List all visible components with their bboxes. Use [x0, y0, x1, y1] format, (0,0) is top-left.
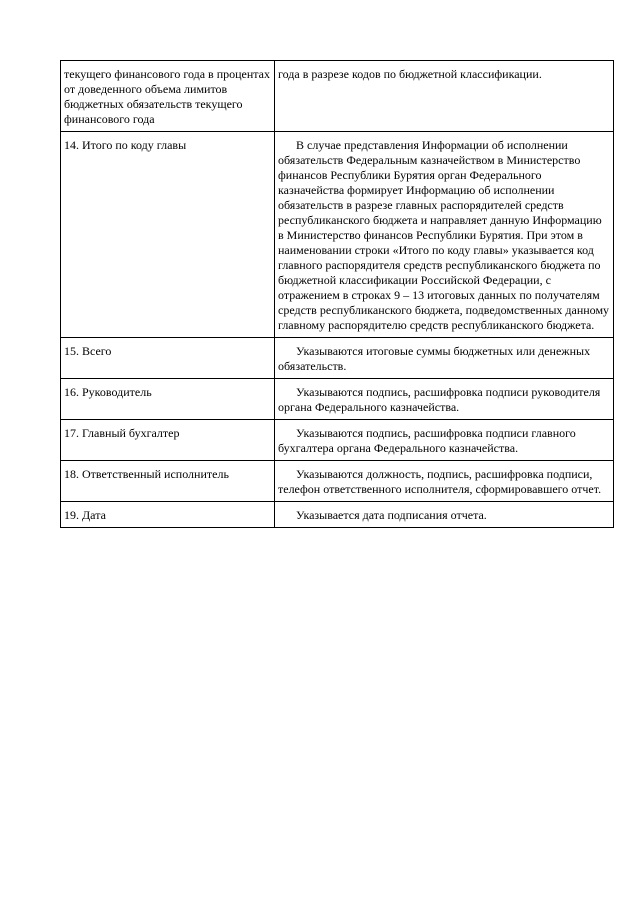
field-name: 19. Дата: [64, 508, 106, 522]
field-description: Указываются итоговые суммы бюджетных или денежных обязательств.: [278, 344, 591, 373]
field-name: 16. Руководитель: [64, 385, 152, 399]
field-name-cell: [61, 379, 275, 420]
table-row: [61, 502, 614, 528]
description-cell: [275, 338, 614, 379]
table-row: [61, 420, 614, 461]
field-name: текущего финансового года в процентах от доведенного объема лимитов бюджетных обязательств текущего финансового года: [64, 67, 271, 126]
field-description: В случае представления Информации об исполнении обязательств Федеральным казначейством в Министерство финансов Республики Бурятия орган Федерального казначейства формирует Информацию об исполнении обязательств в разрезе главных распорядителей средств республиканского бюджета и направляет данную Информацию в Министерство финансов Республики Бурятия. При этом в наименовании строки «Итого по коду главы» указывается код главного распорядителя средств республиканского бюджета по бюджетной классификации Российской Федерации, с отражением в строках 9 – 13 итоговых данных по получателям средств республиканского бюджета, подведомственных данному главному распорядителю средств республиканского бюджета.: [278, 138, 610, 332]
description-cell: [275, 61, 614, 132]
field-name-cell: [61, 338, 275, 379]
field-name: 15. Всего: [64, 344, 112, 358]
field-name-cell: [61, 61, 275, 132]
table-row: [61, 461, 614, 502]
table-row: [61, 379, 614, 420]
table-row: [61, 61, 614, 132]
field-description: Указывается дата подписания отчета.: [296, 508, 487, 522]
description-cell: [275, 502, 614, 528]
description-cell: [275, 420, 614, 461]
description-cell: [275, 132, 614, 338]
field-name: 18. Ответственный исполнитель: [64, 467, 229, 481]
field-name-cell: [61, 502, 275, 528]
field-name: 17. Главный бухгалтер: [64, 426, 180, 440]
instructions-table: [60, 60, 614, 528]
field-name-cell: [61, 420, 275, 461]
table-row: [61, 338, 614, 379]
description-cell: [275, 461, 614, 502]
description-cell: [275, 379, 614, 420]
field-description: Указываются подпись, расшифровка подписи руководителя органа Федерального казначейства.: [278, 385, 601, 414]
table-row: [61, 132, 614, 338]
field-name-cell: [61, 132, 275, 338]
field-name-cell: [61, 461, 275, 502]
field-description: Указываются подпись, расшифровка подписи главного бухгалтера органа Федерального казначейства.: [278, 426, 576, 455]
field-name: 14. Итого по коду главы: [64, 138, 187, 152]
field-description: года в разрезе кодов по бюджетной классификации.: [278, 67, 542, 81]
field-description: Указываются должность, подпись, расшифровка подписи, телефон ответственного исполнителя, сформировавшего отчет.: [278, 467, 602, 496]
